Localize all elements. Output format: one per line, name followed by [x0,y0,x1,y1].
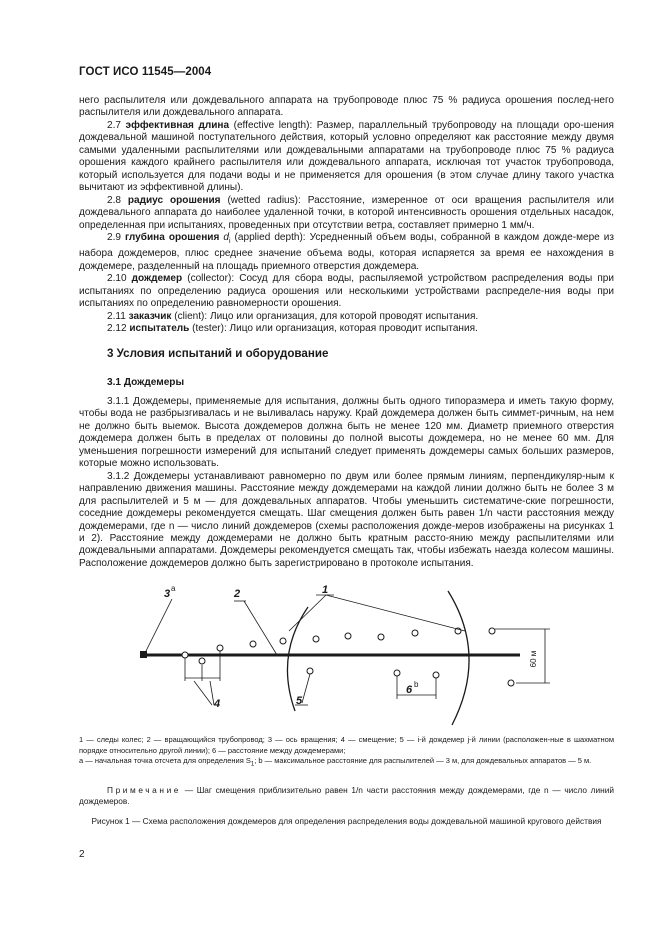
definition-2-11: 2.11 заказчик (client): Лицо или организация, для которой проводят испытания. [107,310,479,322]
term: испытатель [129,323,190,335]
label-3: 3 [164,588,171,600]
term: глубина орошения [125,231,220,243]
legend-line-2: a — начальная точка отсчета для определения $S_1$; b — максимальное расстояние для распылителей — 3 м, для дождевальных аппаратов — 5 м. [79,756,592,768]
label-6-sup: b [414,680,419,689]
section-title: 3 Условия испытаний и оборудование [107,347,329,360]
collector [199,658,205,664]
subsection-title: 3.1 Дождемеры [107,377,185,388]
definition-2-8: 2.8 радиус орошения (wetted radius): Расстояние, измеренное от оси вращения распылителя или дождевального аппарата до наиболее удаленной точки, в которой интенсивность орошения отдельных насадок, определенная при испытаниях, проведенных при отсутствии ветра, составляет примерно 1 мм/ч. [79,194,614,231]
collector [508,680,514,686]
term: эффективная длина [125,119,230,131]
collector [307,668,313,674]
label-5: 5 [296,695,303,707]
collector [217,645,223,651]
dimension-label: 60 м [529,650,538,668]
figure-note: Примечание — Шаг смещения приблизительно равен 1/n части расстояния между дождемерами, где n — число линий дождемеров. [79,785,614,807]
label-4: 4 [214,698,221,710]
collector [489,628,495,634]
definitions-block [79,95,614,336]
term: дождемер [131,273,183,285]
collector [345,633,351,639]
figure-caption: Рисунок 1 — Схема расположения дождемеров для определения распределения воды дождевальной машиной кругового действия [91,816,602,826]
figure-collector-layout [130,583,550,733]
standard-header: ГОСТ ИСО 11545—2004 [79,66,212,78]
paragraph-continuation: него распылителя или дождевального аппарата на трубопроводе плюс 75 % радиуса орошения послед-него распылителя или дождевального аппарата. [79,95,614,119]
label-2: 2 [234,588,241,600]
term: заказчик [128,310,172,322]
note-label: Примечание [107,785,182,795]
paragraph-3-1-2: 3.1.2 Дождемеры устанавливают равномерно по двум или более прямым линиям, перпендикуляр-ным к направлению движения машины. Расстояние между дождемерами на каждой линии должно быть не более 3 м для распылителей и 5 м — для дождевальных аппаратов. Чтобы уменьшить систематиче-ские погрешности, соседние дождемеры рекомендуется смещать. Шаг смещения должен быть равен 1/n части расстояния между дождемерами, где n — число линий дождемеров (схемы расположения дожде-меров изображены на рисунках 1 и 2). Расстояние между дождемерами не должно быть кратным рассто-янию между распылителями или дождевальными аппаратами. Дождемеры рекомендуется смещать так, чтобы избежать наезда колесом машины. Расположение дождемеров должно быть зарегистрировано в протоколе испытания. [79,470,614,569]
label-3-sup: a [171,584,176,593]
wheel-track-outer [448,591,469,725]
collectors [182,628,514,686]
paragraph-3-1-1: 3.1.1 Дождемеры, применяемые для испытания, должны быть одного типоразмера и иметь такую форму, чтобы вода не разбрызгивалась и не выливалась наружу. Край дождемера должен быть симмет-ричным, на нем не должно быть выемок. Высота дождемеров должна быть не менее 120 мм. Диаметр приемного отверстия дождемера должен быть в пределах от половины до полной высоты дождемера, но не менее 60 мм. Для уменьшения погрешности измерений для испытаний следует применять дождемеры самых больших размеров, которые можно использовать. [79,396,614,470]
collector [280,638,286,644]
collector [433,672,439,678]
pivot-axis [140,651,147,658]
label-1: 1 [322,584,329,596]
collector [378,634,384,640]
figure-legend: 1 — следы колес; 2 — вращающийся трубопровод; 3 — ось вращения; 4 — смещение; 5 — i-й дождемер j-й линии (расположен-ные в шахматном порядке относительно другой линии); 6 — расстояние между дождемерами; a — начальная точка отсчета для определения $S_1$; b — максимальное расстояние для распылителей — 3 м, для дождевальных аппаратов — 5 м. [79,735,614,771]
definition-2-9: 2.9 глубина орошения $d_i$ (applied depth): Усредненный объем воды, собранной в каждом дожде-мере из набора дождемеров, плюс среднее значение объема воды, которая испаряется за время ее нахождения в дождемере, разделенный на площадь приемного отверстия дождемера. [79,231,614,272]
definition-2-7: 2.7 эффективная длина (effective length): Размер, параллельный трубопроводу на площади оро-шения дождевальной машиной поступательного действия, который условно определяют как расстояние между двумя самыми удаленными распылителями или дождевальными аппаратами на трубопроводе плюс 75 % радиуса орошения каждого крайнего распылителя или дождевального аппарата, исключая тот участок трубопровода, который используется для подачи воды и не применяется для орошения (в этом случае длину такого участка вычитают из эффективной длины). [79,119,614,194]
collector [394,670,400,676]
collector [250,641,256,647]
definition-2-10: 2.10 дождемер (collector): Сосуд для сбора воды, распыляемой устройством распределения воды при испытаниях по определению радиуса орошения или несколькими устройствами распределе-ния воды при испытаниях по определению равномерности орошения. [79,273,614,310]
label-6: 6 [406,684,413,696]
section-3-body [79,396,614,570]
collector [412,630,418,636]
term: радиус орошения [127,194,221,206]
collector [313,636,319,642]
page-number: 2 [79,849,85,860]
collector [182,652,188,658]
definition-2-12: 2.12 испытатель (tester): Лицо или организация, которая проводит испытания. [107,323,478,335]
